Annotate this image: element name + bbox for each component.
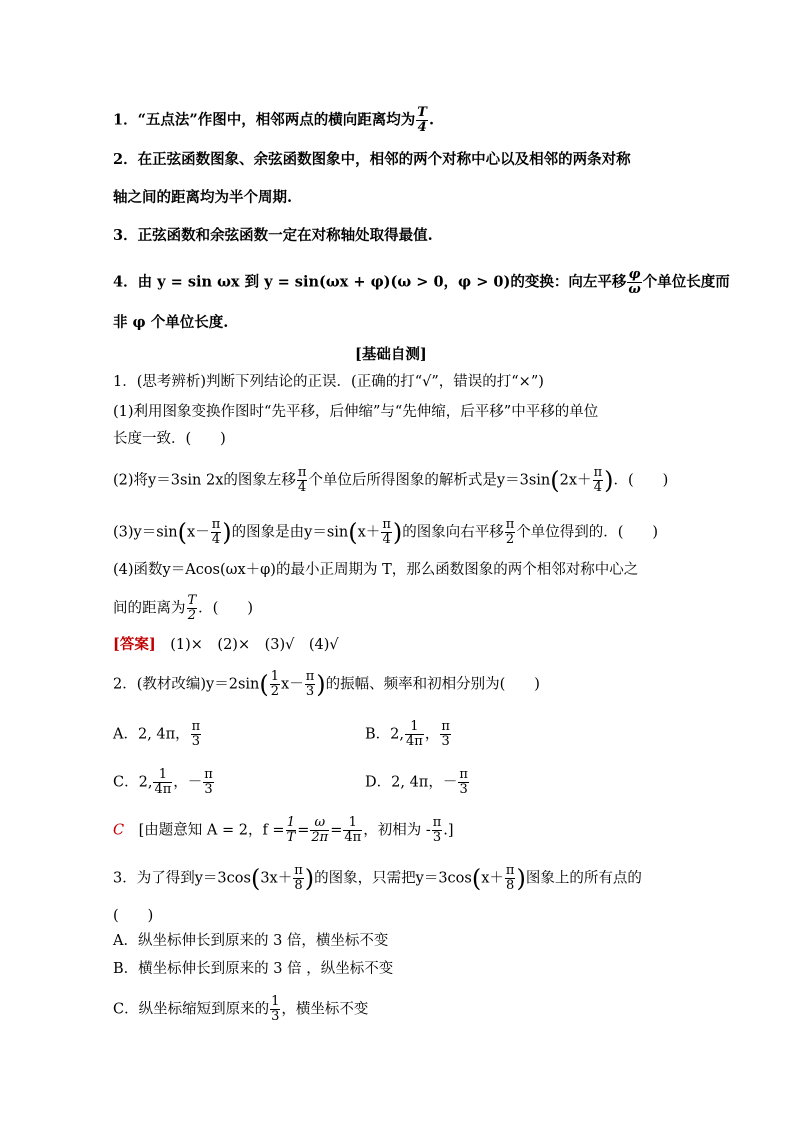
q1-answer: [答案] (1)× (2)× (3)√ (4)√	[113, 636, 339, 653]
tip-2: 2．在正弦函数图象、余弦函数图象中，相邻的两个对称中心以及相邻的两条对称	[113, 151, 631, 168]
q3-option-a[interactable]: A．纵坐标伸长到原来的 3 倍，横坐标不变	[113, 933, 389, 949]
q3-paren: ( )	[113, 908, 154, 924]
q3-option-c[interactable]: C．纵坐标缩短到原来的 $\frac{1}{3}$ ，横坐标不变	[113, 994, 369, 1024]
q1-item-2: (2)将y＝3sin 2x的图象左移 $\frac{\pi}{4}$ 个单位后所得图象的解析式是y＝3sin(2x＋ $\frac{\pi}{4}$ )．( )	[113, 465, 669, 495]
tip-1: 1．“五点法”作图中，相邻两点的横向距离均为 $\frac{T}{4}$ .	[113, 105, 435, 135]
q1-item-3: (3)y＝sin(x－ $\frac{\pi}{4}$ )的图象是由y＝sin(x＋ $\frac{\pi}{4}$ )的图象向右平移 $\frac{\pi}{2}$ 个单位得到的．( )	[113, 517, 659, 547]
q2-option-b[interactable]: B．2, $\frac{1}{4\pi}$ ， $\frac{\pi}{3}$	[365, 719, 450, 749]
q1-item-1: (1)利用图象变换作图时“先平移，后伸缩”与“先伸缩，后平移”中平移的单位	[113, 404, 599, 420]
q1-item-4: (4)函数y＝Acos(ωx＋φ)的最小正周期为 T，那么函数图象的两个相邻对称中心之	[113, 562, 639, 578]
q2-option-a[interactable]: A．2, 4π， $\frac{\pi}{3}$	[113, 719, 201, 749]
fraction: $\frac{T}{4}$	[417, 105, 427, 135]
q3-stem: 3．为了得到y＝3cos(3x＋ $\frac{\pi}{8}$ )的图象，只需把y＝3cos(x＋ $\frac{\pi}{8}$ )图象上的所有点的	[113, 863, 642, 893]
q2-option-c[interactable]: C．2, $\frac{1}{4\pi}$ ，－ $\frac{\pi}{3}$	[113, 767, 213, 797]
section-title: [基础自测]	[355, 346, 427, 363]
q1-item-1-cont: 长度一致．( )	[113, 431, 226, 447]
tip-2-cont: 轴之间的距离均为半个周期.	[113, 189, 293, 206]
q1-stem: 1．(思考辨析)判断下列结论的正误．(正确的打“√”，错误的打“×”)	[113, 374, 544, 390]
q2-option-d[interactable]: D．2, 4π，－ $\frac{\pi}{3}$	[365, 767, 468, 797]
fraction: $\frac{\varphi}{\omega}$	[628, 267, 641, 297]
q3-option-b[interactable]: B．横坐标伸长到原来的 3 倍 ，纵坐标不变	[113, 961, 394, 977]
q2-answer: C [由题意知 A = 2，f = $\frac{1}{T}$ = $\frac{\omega}{2\pi}$ = $\frac{1}{4\pi}$ ，初相为 - $\frac{\pi}{3}$ .]	[113, 815, 454, 845]
tip-4: 4．由 y = sin ωx 到 y = sin(ωx + φ)(ω > 0，φ > 0)的变换：向左平移 $\frac{\varphi}{\omega}$ 个单位长度而	[113, 267, 730, 297]
tip-3: 3．正弦函数和余弦函数一定在对称轴处取得最值.	[113, 227, 433, 244]
tip-4-cont: 非 φ 个单位长度.	[113, 314, 229, 331]
q2-stem: 2．(教材改编)y＝2sin( $\frac{1}{2}$ x－ $\frac{\pi}{3}$ )的振幅、频率和初相分别为( )	[113, 669, 540, 699]
q1-item-4-cont: 间的距离为 $\frac{T}{2}$ ．( )	[113, 593, 253, 623]
